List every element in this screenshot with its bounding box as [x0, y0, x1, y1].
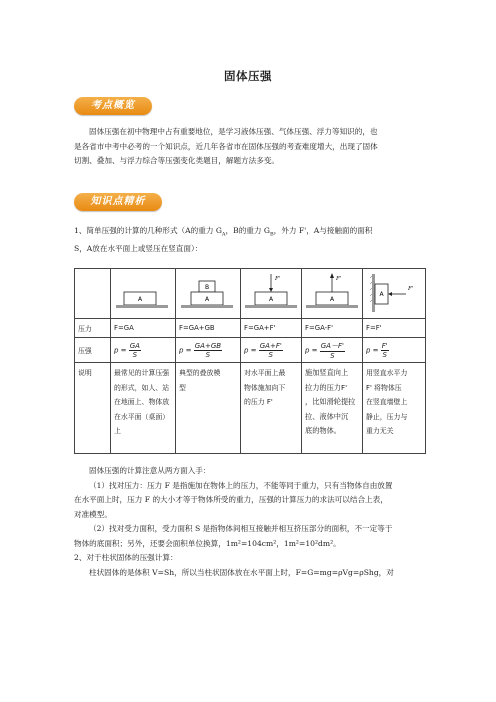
pressure-row: [75, 338, 426, 363]
force-formula: F=GA+F': [241, 319, 302, 338]
body-paragraphs: [74, 464, 426, 580]
sub-b: B: [269, 231, 274, 238]
block-a-label: A: [379, 290, 384, 298]
diagram-cell: [363, 269, 426, 319]
section-badge-knowledge: 知识点精析: [74, 193, 162, 211]
diagram-cell: [176, 269, 241, 319]
section2-heading: 2、对于柱状固体的压强计算：: [74, 553, 178, 562]
empty-cell: [75, 269, 111, 319]
intro-paragraph: [74, 125, 426, 169]
note-cell: 对水平面上最 物体施加向下 的压力 F': [241, 363, 302, 454]
note-row: [75, 363, 426, 454]
block-a-label: A: [329, 295, 335, 303]
diagram-cell: [241, 269, 302, 319]
force-formula: F=GA+GB: [176, 319, 241, 338]
lead-line: 固体压强的计算注意从两方面入手：: [89, 466, 211, 475]
sub-a: A: [221, 231, 226, 238]
pressure-table: [74, 268, 426, 454]
body-line: 柱状固体的是体积 V=Sh，所以当柱状固体放在水平面上时，F=G=mg=ρVg=ρShg，对: [89, 567, 394, 577]
block-a-label: A: [268, 295, 274, 303]
intro-line: 固体压强在初中物理中占有重要地位，是学习液体压强、气体压强、浮力等知识的，也: [89, 127, 378, 136]
block-a-label: A: [204, 295, 210, 303]
diagram-row: [75, 269, 426, 319]
body-line: （1）找对压力：压力 F 是指施加在物体上的压力，不能等同于重力，只有当物体自由放置: [89, 480, 393, 490]
body-line: 对准模型。: [74, 509, 112, 519]
note-cell: 典型的叠放模 型: [176, 363, 241, 454]
intro-line: 是各省市中考中必考的一个知识点，近几年各省市在固体压强的考查难度增大，出现了固体: [74, 141, 378, 151]
row-label-note: 说明: [75, 363, 111, 454]
force-formula: F=GA-F': [302, 319, 363, 338]
body-line: 在水平面上时，压力 F 的大小才等于物体所受的重力，压强的计算压力的求法可以结合上表，: [74, 495, 388, 504]
diagram-stacked-blocks: [179, 270, 237, 316]
pressure-formula: p = $\frac{GA-F'}{S}$: [302, 338, 363, 363]
pressure-formula: p = $\frac{F'}{S}$: [363, 338, 426, 363]
section1-text: 1、简单压强的计算的几种形式（A的重力 G: [74, 226, 222, 235]
pressure-formula: p = $\frac{GA+F'}{S}$: [241, 338, 302, 363]
force-row: [75, 319, 426, 338]
diagram-cell: [302, 269, 363, 319]
section1-text: ，B的重力 G: [225, 226, 270, 235]
body-line: 物体的底面积；另外，还要会面积单位换算，1m²=104cm²，1m²=10²dm²。: [74, 538, 341, 548]
force-formula: F=F': [363, 319, 426, 338]
force-label: F': [275, 275, 281, 282]
section1-text: S，A放在水平面上或竖压在竖直面）：: [74, 244, 203, 254]
block-a-label: A: [137, 295, 143, 303]
section-badge-overview: 考点概览: [74, 97, 152, 115]
diagram-pull-up: [305, 270, 359, 316]
diagram-single-block: [114, 270, 172, 316]
pressure-formula: p = $\frac{GA}{S}$: [111, 338, 176, 363]
diagram-cell: [111, 269, 176, 319]
force-label: F': [336, 275, 342, 282]
body-line: （2）找对受力面积，受力面积 S 是指物体间相互接触并相互挤压部分的面积，不一定等于: [89, 524, 393, 533]
note-cell: 最常见的计算压强 的形式，如人、站 在地面上、物体放 在水平面（桌面） 上: [111, 363, 176, 454]
note-cell: 施加竖直向上 拉力的压力F' ，比如滑轮提拉 拉、液体中沉 底的物体。: [302, 363, 363, 454]
section1-intro: [74, 224, 426, 257]
page-title: 固体压强: [224, 69, 272, 83]
row-label-pressure: 压强: [75, 338, 111, 363]
diagram-push-down: [244, 270, 298, 316]
section1-text: ，外力 F'，A与接触面的面积: [273, 226, 373, 235]
force-label: F': [408, 285, 414, 292]
block-b-label: B: [204, 283, 210, 291]
intro-line: 切割、叠加、与浮力综合等压强变化类题目，解题方法多变。: [74, 156, 280, 165]
diagram-wall-press: [366, 270, 422, 316]
pressure-formula: p = $\frac{GA+GB}{S}$: [176, 338, 241, 363]
note-cell: 用竖直水平力 F' 将物体压 在竖直墙壁上 静止，压力与 重力无关: [363, 363, 426, 454]
force-formula: F=GA: [111, 319, 176, 338]
row-label-force: 压力: [75, 319, 111, 338]
